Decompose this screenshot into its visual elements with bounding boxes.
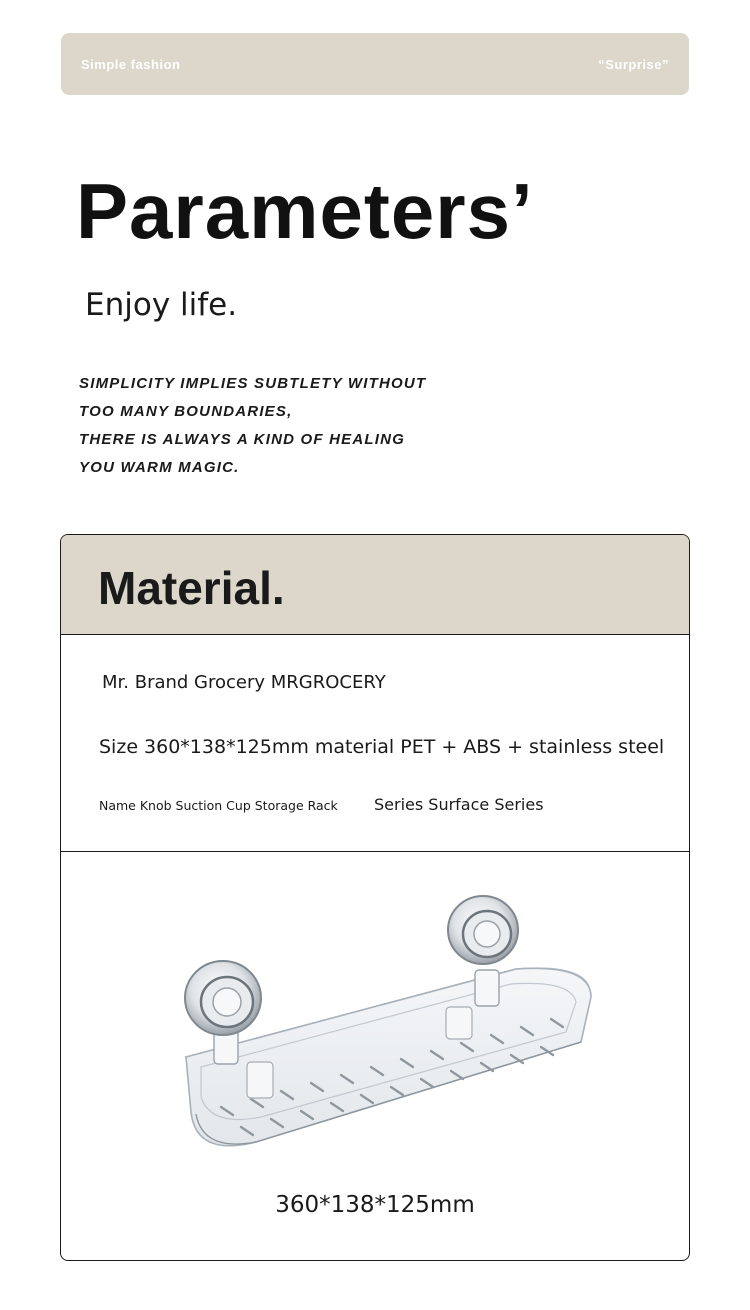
top-banner: [61, 33, 689, 95]
spec-name: Name Knob Suction Cup Storage Rack: [99, 798, 338, 813]
tagline-line: TOO MANY BOUNDARIES,: [79, 403, 293, 420]
material-heading: Material.: [98, 562, 285, 614]
page-title: Parameters’: [76, 167, 534, 255]
tagline-line: SIMPLICITY IMPLIES SUBTLETY WITHOUT: [79, 375, 427, 392]
tagline-line: YOU WARM MAGIC.: [79, 459, 240, 476]
banner-left-text: Simple fashion: [81, 57, 181, 72]
product-section: [61, 852, 689, 1260]
suction-cup-storage-rack-image: [61, 852, 689, 1182]
material-header: [61, 535, 689, 635]
spec-brand: Mr. Brand Grocery MRGROCERY: [102, 672, 386, 693]
spec-section: [61, 635, 689, 852]
material-card: [60, 534, 690, 1261]
spec-series: Series Surface Series: [374, 795, 544, 814]
dimension-label: 360*138*125mm: [275, 1192, 475, 1218]
spec-size: Size 360*138*125mm material PET + ABS + stainless steel: [99, 736, 665, 758]
banner-right-text: “Surprise”: [598, 57, 669, 72]
page-subtitle: Enjoy life.: [85, 287, 238, 323]
tagline-line: THERE IS ALWAYS A KIND OF HEALING: [79, 431, 405, 448]
tagline: [79, 370, 499, 482]
